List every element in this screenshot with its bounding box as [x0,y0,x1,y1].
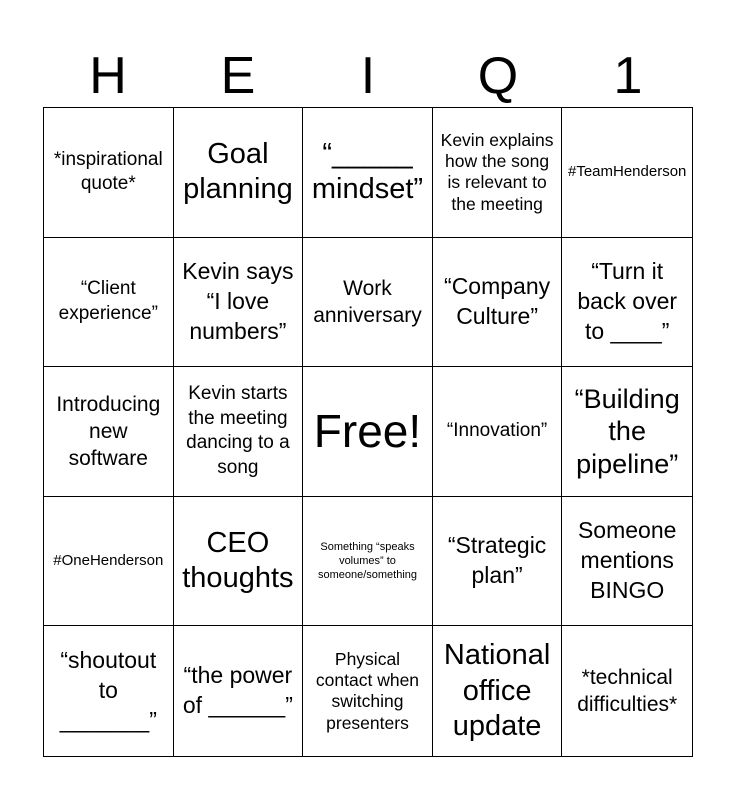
bingo-cell-r2c1[interactable]: “Client experience” [44,238,174,368]
header-letter-4: Q [477,47,519,105]
bingo-cell-r5c2[interactable]: “the power of ______” [174,626,304,756]
bingo-cell-r4c5[interactable]: Someone mentions BINGO [562,497,692,627]
bingo-cell-r3c3-free[interactable]: Free! [303,367,433,497]
bingo-cell-r4c1[interactable]: #OneHenderson [44,497,174,627]
bingo-cell-r4c2[interactable]: CEO thoughts [174,497,304,627]
bingo-cell-r5c4[interactable]: National office update [433,626,563,756]
bingo-cell-r5c1[interactable]: “shoutout to _______” [44,626,174,756]
bingo-cell-r1c4[interactable]: Kevin explains how the song is relevant to the meeting [433,108,563,238]
bingo-cell-r3c1[interactable]: Introducing new software [44,367,174,497]
header-letter-3: I [360,47,376,105]
bingo-cell-r5c3[interactable]: Physical contact when switching presenters [303,626,433,756]
bingo-cell-r4c4[interactable]: “Strategic plan” [433,497,563,627]
bingo-cell-r1c1[interactable]: *inspirational quote* [44,108,174,238]
bingo-cell-r1c3[interactable]: “_____ mindset” [303,108,433,238]
bingo-board [43,107,693,757]
bingo-cell-r5c5[interactable]: *technical difficulties* [577,665,678,717]
header-letter-1: H [89,47,127,105]
bingo-cell-r3c4[interactable]: “Innovation” [433,367,563,497]
bingo-cell-r2c4[interactable]: “Company Culture” [433,238,563,368]
bingo-cell-r2c5[interactable]: “Turn it back over to ____” [562,238,692,368]
bingo-cell-r3c5[interactable]: “Building the pipeline” [562,367,692,497]
bingo-cell-r1c2[interactable]: Goal planning [174,108,304,238]
header-letter-5: 1 [613,47,643,105]
bingo-cell-r1c5[interactable]: #TeamHenderson [562,108,692,238]
bingo-header [43,48,693,104]
bingo-cell-r2c2[interactable]: Kevin says “I love numbers” [174,238,304,368]
bingo-cell-r2c3[interactable]: Work anniversary [303,238,433,368]
bingo-cell-r4c3[interactable]: Something “speaks volumes” to someone/something [303,497,433,627]
bingo-cell-r3c2[interactable]: Kevin starts the meeting dancing to a song [174,367,304,497]
header-letter-2: E [220,47,256,105]
